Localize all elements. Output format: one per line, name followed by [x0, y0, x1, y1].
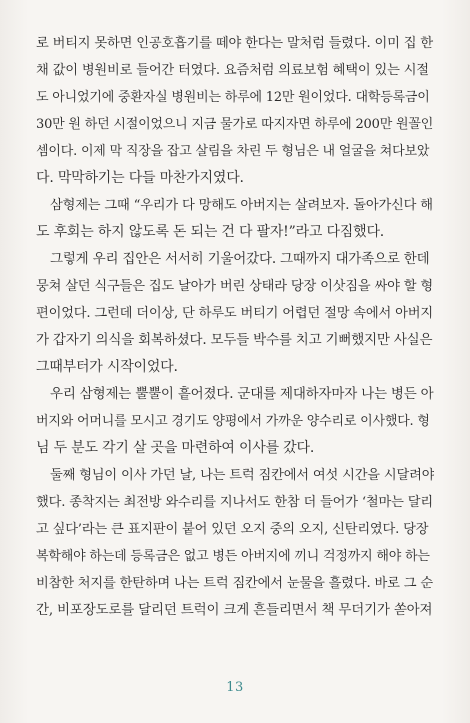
text-line: 우리 삼형제는 뿔뿔이 흩어졌다. 군대를 제대하자마자 나는 병든 아	[50, 386, 434, 402]
text-line: 채 값이 병원비로 들어간 터였다. 요즘처럼 의료보험 혜택이 있는 시절	[36, 63, 429, 78]
body-text	[36, 30, 434, 624]
text-line: 그렇게 우리 집안은 서서히 기울어갔다. 그때까지 대가족으로 한데	[50, 251, 430, 267]
text-line: 삼형제는 그때 “우리가 다 망해도 아버지는 살려보자. 돌아가신다 해	[50, 198, 433, 213]
text-line: 님 두 분도 각기 살 곳을 마련하여 이사를 갔다.	[36, 440, 315, 456]
page-number: 13	[226, 680, 244, 695]
text-line: 뭉쳐 살던 식구들은 집도 날아가 버린 상태라 당장 이삿짐을 싸야 할 형	[36, 279, 433, 294]
text-line: 비참한 처지를 한탄하며 나는 트럭 짐칸에서 눈물을 흘렸다. 바로 그 순	[36, 576, 433, 591]
text-line: 도 후회는 하지 않도록 돈 되는 건 다 팔자!”라고 다짐했다.	[36, 224, 385, 240]
text-line: 셈이다. 이제 막 직장을 잡고 살림을 차린 두 형님은 내 얼굴을 쳐다보았	[36, 144, 430, 159]
text-line: 가 갑자기 의식을 회복하셨다. 모두들 박수를 치고 기뻐했지만 사실은	[36, 332, 433, 348]
paragraph	[36, 462, 434, 624]
text-line: 고 싶다’라는 큰 표지판이 붙어 있던 오지 중의 오지, 신탄리였다. 당장	[36, 522, 429, 537]
text-line: 그때부터가 시작이었다.	[36, 359, 178, 375]
text-line: 30만 원 하던 시절이었으니 지금 물가로 따지자면 하루에 200만 원꼴인	[36, 117, 434, 132]
text-line: 다. 막막하기는 다들 마찬가지였다.	[36, 170, 244, 186]
text-line: 했다. 종착지는 최전방 와수리를 지나서도 한참 더 들어가 ‘철마는 달리	[36, 495, 433, 510]
paragraph	[36, 30, 434, 192]
text-line: 버지와 어머니를 모시고 경기도 양평에서 가까운 양수리로 이사했다. 형	[36, 414, 430, 429]
text-line: 둘째 형님이 이사 가던 날, 나는 트럭 짐칸에서 여섯 시간을 시달려야	[50, 468, 434, 483]
text-line: 도 아니었기에 중환자실 병원비는 하루에 12만 원이었다. 대학등록금이	[36, 90, 430, 105]
paragraph	[36, 246, 434, 381]
text-line: 복학해야 하는데 등록금은 없고 병든 아버지에 끼니 걱정까지 해야 하는	[36, 549, 430, 564]
text-line: 로 버티지 못하면 인공호흡기를 떼야 한다는 말처럼 들렸다. 이미 집 한	[36, 36, 433, 51]
text-line: 편이었다. 그런데 더이상, 단 하루도 버티기 어렵던 절망 속에서 아버지	[36, 306, 433, 321]
text-line: 간, 비포장도로를 달리던 트럭이 크게 흔들리면서 책 무더기가 쏟아져	[36, 602, 433, 618]
paragraph	[36, 192, 434, 246]
paragraph	[36, 381, 434, 462]
